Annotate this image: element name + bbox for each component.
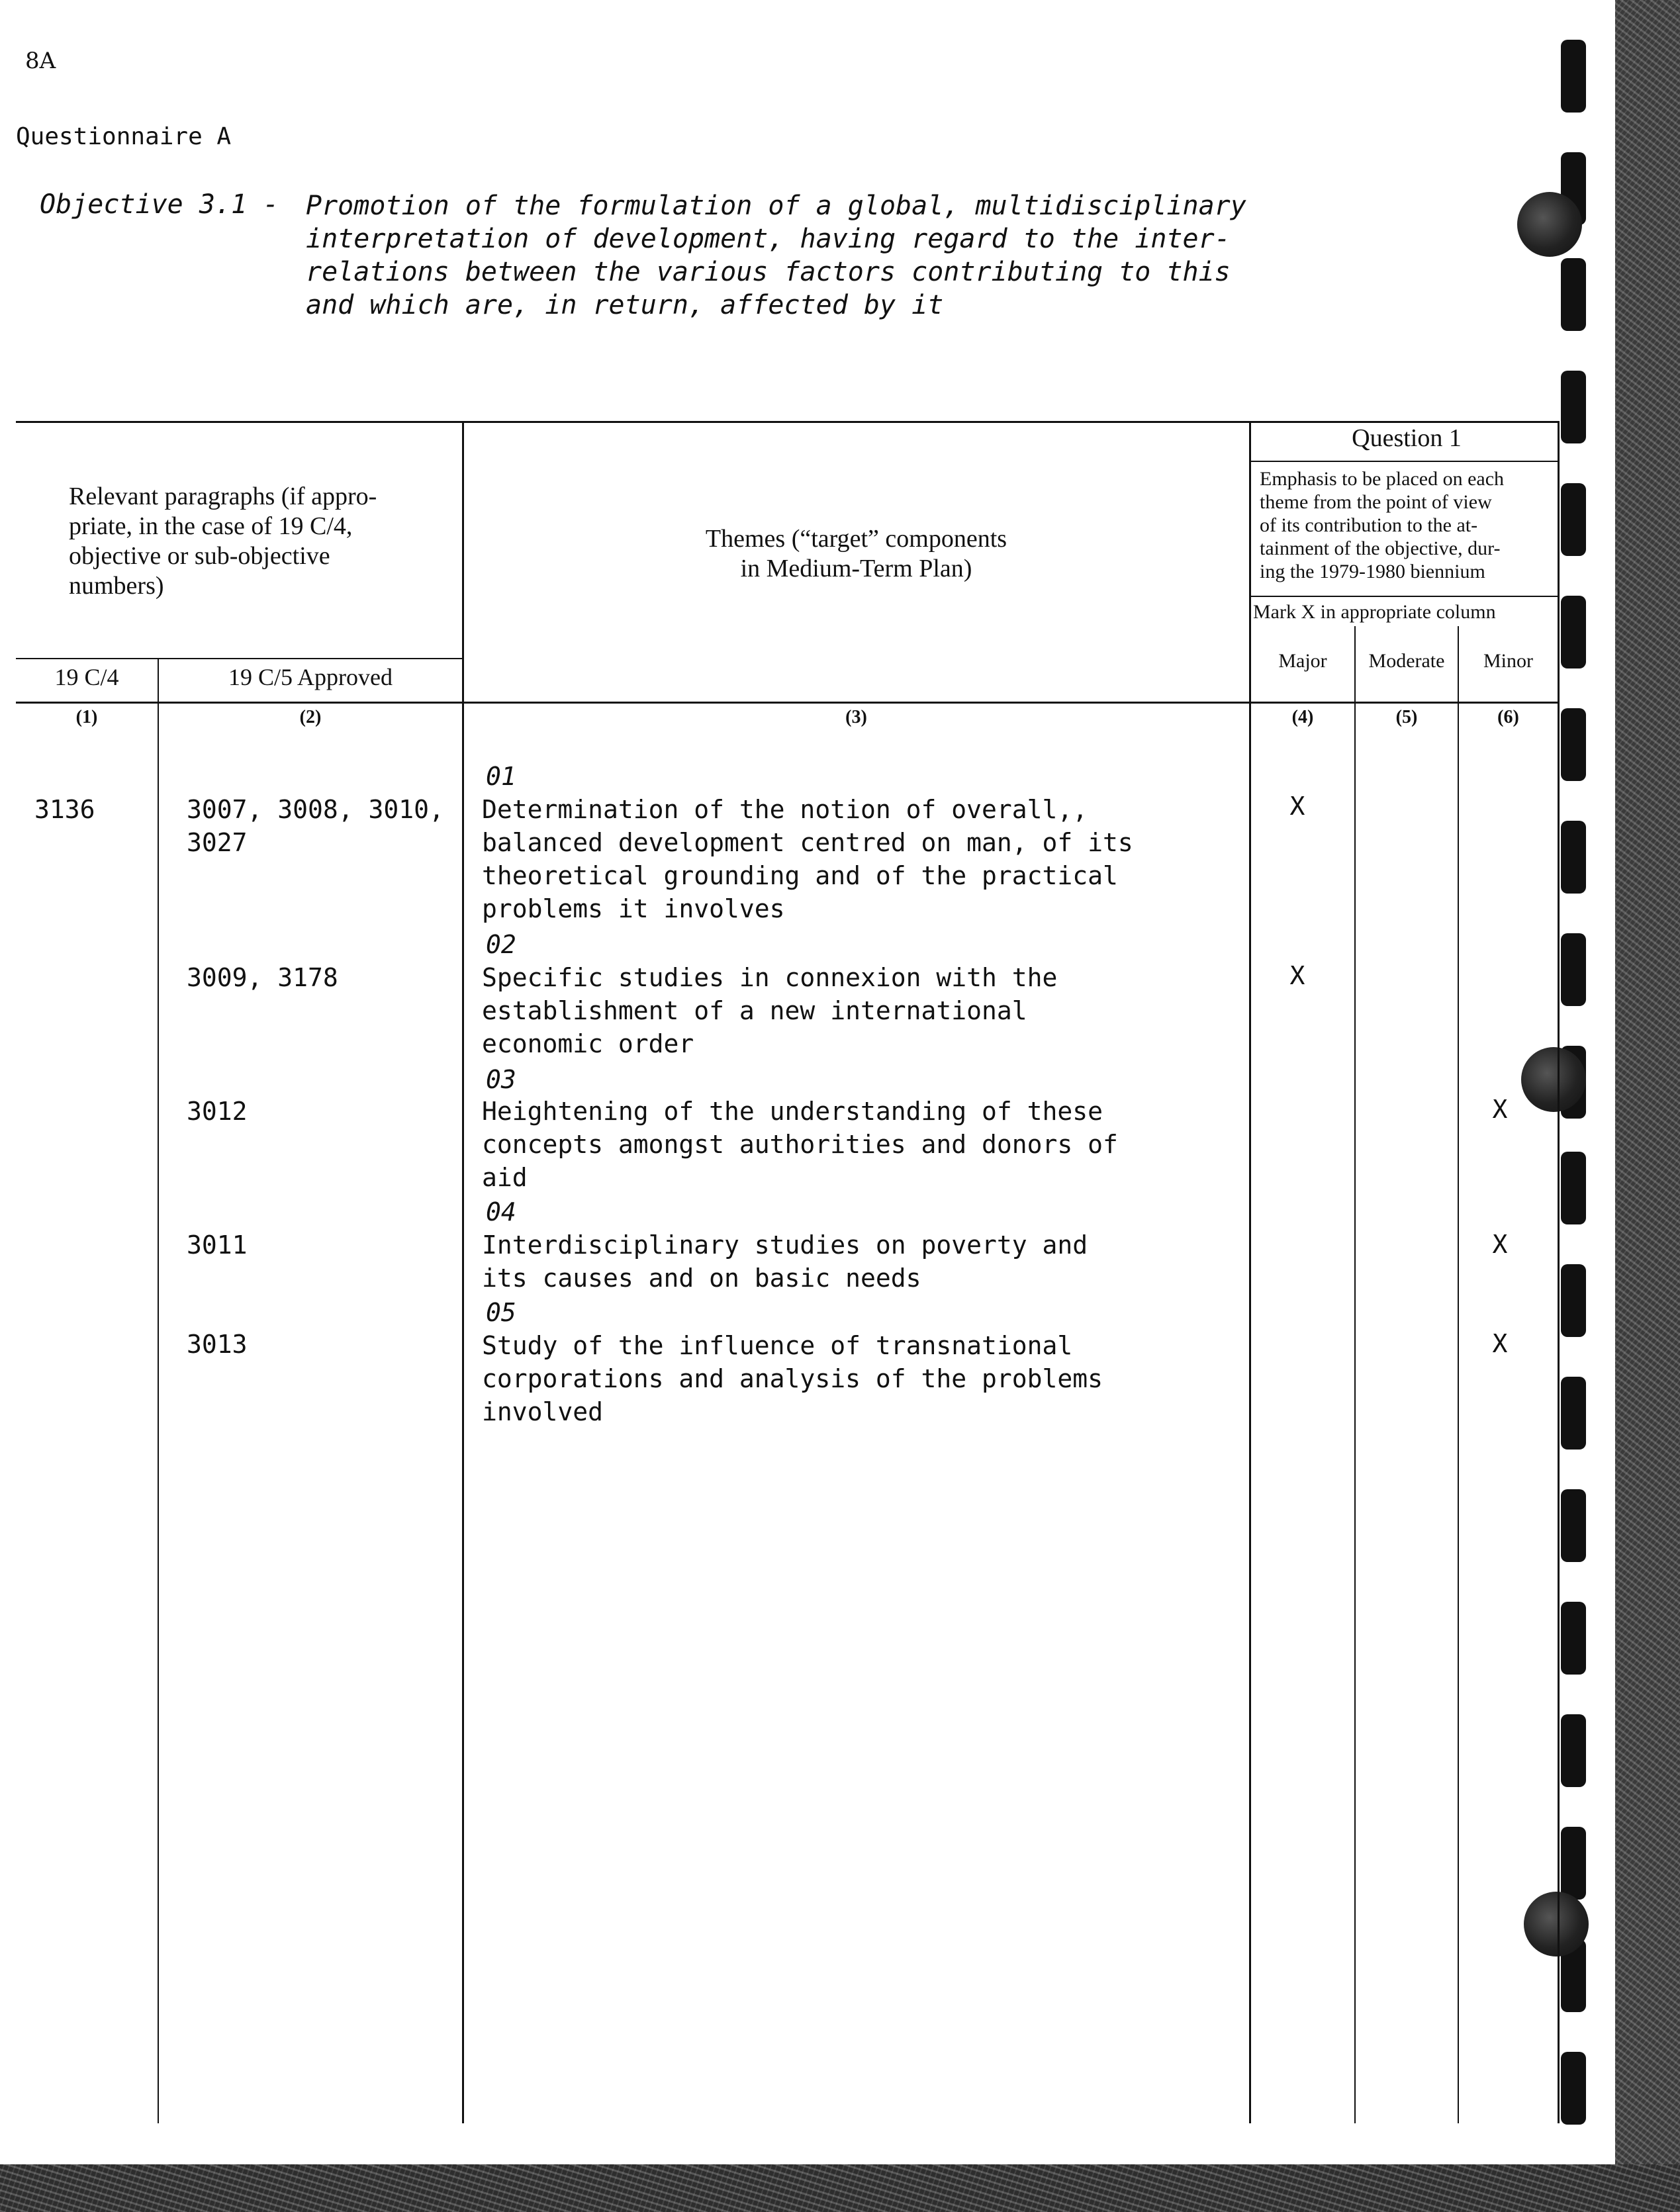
emphasis-rule: [1249, 596, 1560, 597]
header-line: objective or sub-objective: [69, 542, 330, 570]
col-divider-c5: [158, 658, 159, 2123]
header-line: Relevant paragraphs (if appro-: [69, 483, 377, 510]
theme-number: 03: [486, 1065, 516, 1094]
table-right-rule: [1558, 421, 1560, 2123]
binder-mark: [1561, 1714, 1586, 1787]
binder-mark: [1561, 1602, 1586, 1675]
c4-ref: 3136: [34, 795, 95, 824]
objective-line: relations between the various factors contributing to this: [306, 257, 1231, 287]
theme-line: economic order: [482, 1029, 694, 1058]
header-line: Emphasis to be placed on each: [1260, 468, 1505, 490]
binder-mark: [1561, 483, 1586, 556]
scan-edge-bottom: [0, 2164, 1680, 2212]
col2-header: 19 C/5 Approved: [228, 664, 393, 690]
binder-mark: [1561, 821, 1586, 894]
minor-mark: X: [1492, 1230, 1508, 1259]
header-line: theme from the point of view: [1260, 491, 1492, 513]
theme-line: Study of the influence of transnational: [482, 1331, 1073, 1360]
relevant-paragraphs-header: [69, 482, 440, 601]
col1-header: 19 C/4: [54, 664, 119, 690]
punch-hole: [1524, 1892, 1589, 1957]
col-number: (5): [1395, 707, 1418, 727]
punch-hole: [1521, 1047, 1586, 1112]
minor-mark: X: [1492, 1095, 1508, 1124]
col-divider-themes: [462, 421, 464, 2123]
question-rule: [1249, 461, 1560, 462]
major-mark: X: [1289, 961, 1305, 990]
minor-mark: X: [1492, 1329, 1508, 1358]
theme-line: problems it involves: [482, 894, 785, 923]
major-header: Major: [1278, 650, 1327, 672]
objective-line: and which are, in return, affected by it: [306, 290, 944, 320]
binder-mark: [1561, 40, 1586, 113]
theme-line: its causes and on basic needs: [482, 1264, 921, 1293]
theme-line: balanced development centred on man, of its: [482, 828, 1133, 857]
scan-edge-right: [1615, 0, 1680, 2212]
header-line: numbers): [69, 572, 164, 600]
c5-ref-line: 3011: [187, 1230, 248, 1260]
header-line: of its contribution to the at-: [1260, 514, 1478, 536]
col-divider-question: [1249, 421, 1251, 2123]
binder-mark: [1561, 2052, 1586, 2125]
theme-number: 01: [486, 762, 516, 791]
theme-number: 02: [486, 930, 516, 959]
binder-mark: [1561, 258, 1586, 331]
theme-line: Interdisciplinary studies on poverty and: [482, 1230, 1088, 1260]
binder-mark: [1561, 596, 1586, 668]
binder-mark: [1561, 1152, 1586, 1224]
table-top-rule: [16, 421, 1560, 423]
theme-line: Specific studies in connexion with the: [482, 963, 1058, 992]
c5-ref-line: 3007, 3008, 3010,: [187, 795, 444, 824]
theme-line: theoretical grounding and of the practical: [482, 861, 1118, 890]
questionnaire-title: Questionnaire A: [16, 123, 232, 150]
col-divider-moderate: [1354, 626, 1356, 2123]
moderate-header: Moderate: [1368, 650, 1445, 672]
col-number: (3): [845, 707, 867, 727]
page-number: 8A: [25, 48, 56, 74]
col-number: (6): [1497, 707, 1519, 727]
header-line: tainment of the objective, dur-: [1260, 537, 1501, 559]
objective-text: [306, 189, 1299, 322]
binder-mark: [1561, 708, 1586, 781]
header-line: in Medium-Term Plan): [740, 555, 972, 582]
binder-mark: [1561, 1377, 1586, 1450]
col-number: (1): [75, 707, 98, 727]
binder-mark: [1561, 1264, 1586, 1337]
c5-ref-line: 3012: [187, 1097, 248, 1126]
mark-instruction: Mark X in appropriate column: [1253, 601, 1496, 623]
binder-mark: [1561, 1827, 1586, 1900]
theme-line: involved: [482, 1397, 604, 1426]
binder-mark: [1561, 371, 1586, 443]
theme-number: 04: [486, 1197, 516, 1226]
theme-line: establishment of a new international: [482, 996, 1027, 1025]
major-mark: X: [1289, 792, 1305, 821]
c5-ref-line: 3013: [187, 1330, 248, 1359]
themes-header: [463, 524, 1249, 584]
header-line: priate, in the case of 19 C/4,: [69, 512, 353, 540]
objective-line: interpretation of development, having regard to the inter-: [306, 224, 1231, 254]
col-divider-minor: [1458, 626, 1459, 2123]
col-number: (4): [1291, 707, 1314, 727]
punch-hole: [1517, 192, 1582, 257]
binder-mark: [1561, 1489, 1586, 1562]
minor-header: Minor: [1483, 650, 1533, 672]
col-number: (2): [299, 707, 322, 727]
theme-number: 05: [486, 1298, 516, 1327]
theme-line: concepts amongst authorities and donors of: [482, 1130, 1118, 1159]
objective-line: Promotion of the formulation of a global, multidisciplinary: [306, 191, 1246, 221]
objective-label: Objective 3.1 -: [40, 189, 279, 220]
theme-line: corporations and analysis of the problems: [482, 1364, 1103, 1393]
binder-mark: [1561, 933, 1586, 1006]
header-bottom-rule: [16, 702, 1560, 704]
c5-ref-line: 3027: [187, 828, 248, 857]
theme-line: Heightening of the understanding of these: [482, 1097, 1103, 1126]
header-line: Themes (“target” components: [705, 525, 1007, 553]
theme-line: aid: [482, 1163, 528, 1192]
header-line: ing the 1979-1980 biennium: [1260, 561, 1485, 582]
emphasis-header: [1260, 467, 1562, 583]
question-1-header: Question 1: [1352, 424, 1462, 452]
theme-line: Determination of the notion of overall,,: [482, 795, 1088, 824]
subheader-rule: [16, 658, 462, 659]
c5-ref-line: 3009, 3178: [187, 963, 338, 992]
